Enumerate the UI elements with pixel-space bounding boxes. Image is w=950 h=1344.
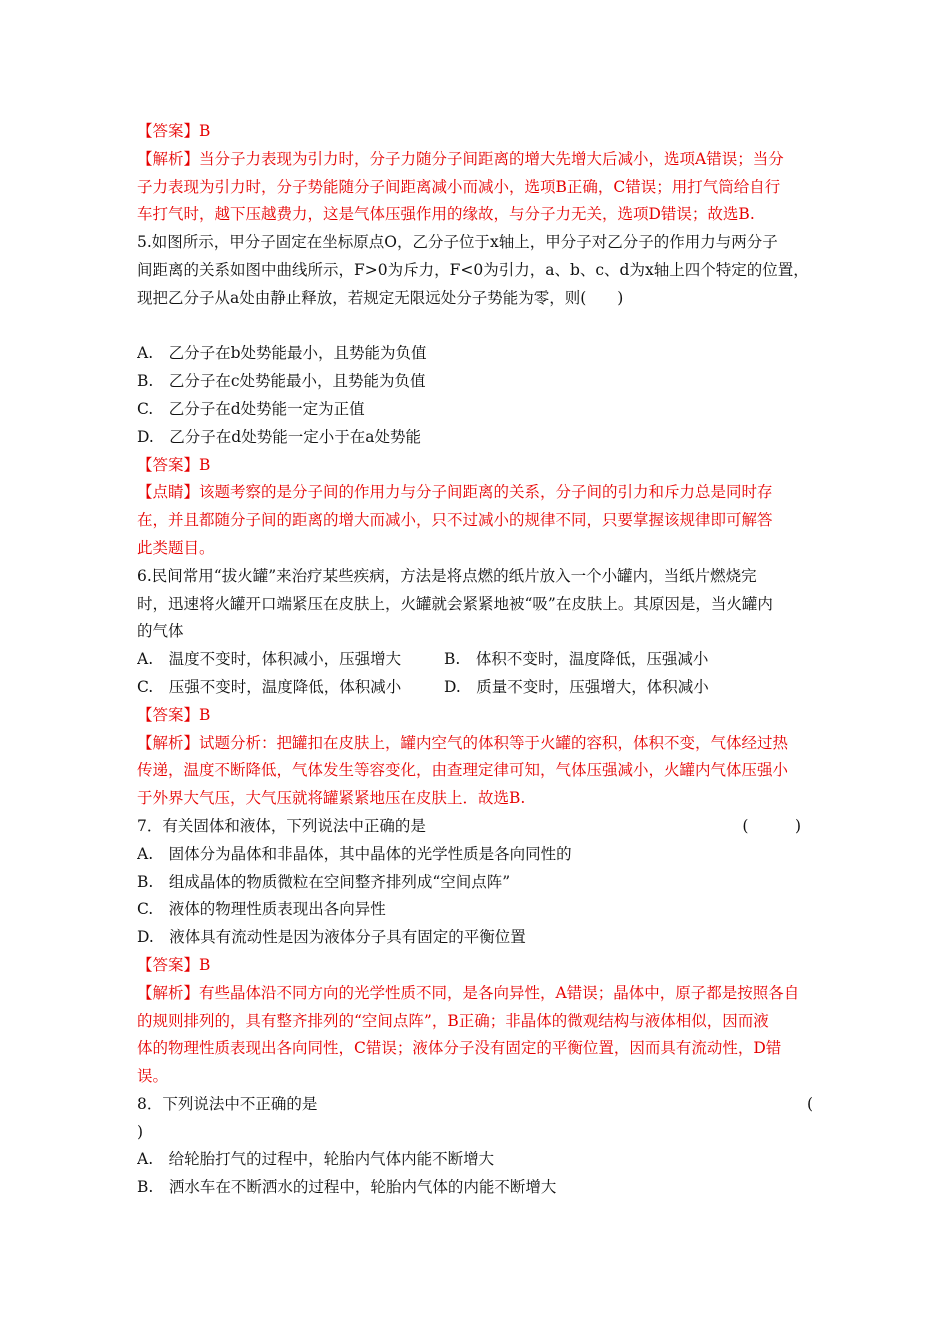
q5-stem-line-2: 间距离的关系如图中曲线所示，F>0为斥力，F<0为引力，a、b、c、d为x轴上四个特定的位置， xyxy=(137,260,809,279)
q5-stem-line-1: 5.如图所示，甲分子固定在坐标原点O，乙分子位于x轴上，甲分子对乙分子的作用力与两分子 xyxy=(137,233,778,252)
q6-stem-line-3: 的气体 xyxy=(137,622,184,641)
q6-stem-line-2: 时，迅速将火罐开口端紧压在皮肤上，火罐就会紧紧地被“吸”在皮肤上。其原因是，当火罐内 xyxy=(137,594,773,613)
q7-analysis-line-4: 误。 xyxy=(137,1067,169,1086)
q6-analysis-line-2: 传递，温度不断降低，气体发生等容变化，由查理定律可知，气体压强减小，火罐内气体压强小 xyxy=(137,761,789,780)
q4-analysis-line-1: 【解析】当分子力表现为引力时，分子力随分子间距离的增大先增大后减小，选项A错误；当分 xyxy=(137,149,784,168)
q5-stem-line-3: 现把乙分子从a处由静止释放，若规定无限远处分子势能为零，则( ) xyxy=(137,288,624,307)
q6-option-d: D. 质量不变时，压强增大，体积减小 xyxy=(444,677,709,696)
q8-paren-open: ( xyxy=(806,1094,813,1113)
q6-option-b: B. 体积不变时，温度降低，压强减小 xyxy=(444,650,709,669)
q6-answer: 【答案】B xyxy=(137,705,211,724)
q6-analysis-line-1: 【解析】试题分析：把罐扣在皮肤上，罐内空气的体积等于火罐的容积，体积不变，气体经过热 xyxy=(137,733,789,752)
q4-analysis-line-3: 车打气时，越下压越费力，这是气体压强作用的缘故，与分子力无关，选项D错误；故选B. xyxy=(137,205,755,224)
q7-stem: 7．有关固体和液体，下列说法中正确的是 xyxy=(137,816,426,835)
q7-option-c: C. 液体的物理性质表现出各向异性 xyxy=(137,900,386,919)
spacer xyxy=(137,313,815,341)
q6-options-row-2 xyxy=(137,674,815,702)
q6-option-a: A. 温度不变时，体积减小，压强增大 xyxy=(137,650,402,669)
q4-analysis-line-2: 子力表现为引力时，分子势能随分子间距离减小而减小，选项B正确，C错误；用打气筒给自行 xyxy=(137,177,781,196)
q7-analysis-line-3: 体的物理性质表现出各向同性，C错误；液体分子没有固定的平衡位置，因而具有流动性，D错 xyxy=(137,1039,782,1058)
document-content xyxy=(137,118,815,1202)
q5-comment-line-2: 在，并且都随分子间的距离的增大而减小，只不过减小的规律不同，只要掌握该规律即可解答 xyxy=(137,511,773,530)
q5-answer: 【答案】B xyxy=(137,455,211,474)
q7-answer: 【答案】B xyxy=(137,955,211,974)
q5-option-a: A. 乙分子在b处势能最小，且势能为负值 xyxy=(137,344,427,363)
q6-stem-line-1: 6.民间常用“拔火罐”来治疗某些疾病，方法是将点燃的纸片放入一个小罐内，当纸片燃烧完 xyxy=(137,566,757,585)
q7-analysis-line-2: 的规则排列的，具有整齐排列的“空间点阵”，B正确；非晶体的微观结构与液体相似，因而液 xyxy=(137,1011,769,1030)
q5-comment-line-1: 【点睛】该题考察的是分子间的作用力与分子间距离的关系，分子间的引力和斥力总是同时存 xyxy=(137,483,773,502)
q7-stem-row xyxy=(137,813,815,841)
q5-option-b: B. 乙分子在c处势能最小，且势能为负值 xyxy=(137,372,426,391)
q5-option-c: C. 乙分子在d处势能一定为正值 xyxy=(137,399,365,418)
q8-stem: 8．下列说法中不正确的是 xyxy=(137,1094,318,1113)
q7-answer-paren: ( ) xyxy=(742,816,801,835)
q8-paren-close: ) xyxy=(137,1122,144,1141)
q8-stem-row xyxy=(137,1091,815,1119)
q6-option-c: C. 压强不变时，温度降低，体积减小 xyxy=(137,677,402,696)
q7-option-b: B. 组成晶体的物质微粒在空间整齐排列成“空间点阵” xyxy=(137,872,511,891)
q6-options-row-1 xyxy=(137,646,815,674)
q6-analysis-line-3: 于外界大气压，大气压就将罐紧紧地压在皮肤上．故选B. xyxy=(137,789,526,808)
q5-comment-line-3: 此类题目。 xyxy=(137,538,215,557)
q7-option-a: A. 固体分为晶体和非晶体，其中晶体的光学性质是各向同性的 xyxy=(137,844,572,863)
q8-option-b: B. 洒水车在不断洒水的过程中，轮胎内气体的内能不断增大 xyxy=(137,1178,557,1197)
q4-answer: 【答案】B xyxy=(137,122,211,140)
q7-option-d: D. 液体具有流动性是因为液体分子具有固定的平衡位置 xyxy=(137,928,526,947)
q8-option-a: A. 给轮胎打气的过程中，轮胎内气体内能不断增大 xyxy=(137,1150,495,1169)
q5-option-d: D. 乙分子在d处势能一定小于在a处势能 xyxy=(137,427,421,446)
q7-analysis-line-1: 【解析】有些晶体沿不同方向的光学性质不同，是各向异性，A错误；晶体中，原子都是按照各自 xyxy=(137,983,800,1002)
